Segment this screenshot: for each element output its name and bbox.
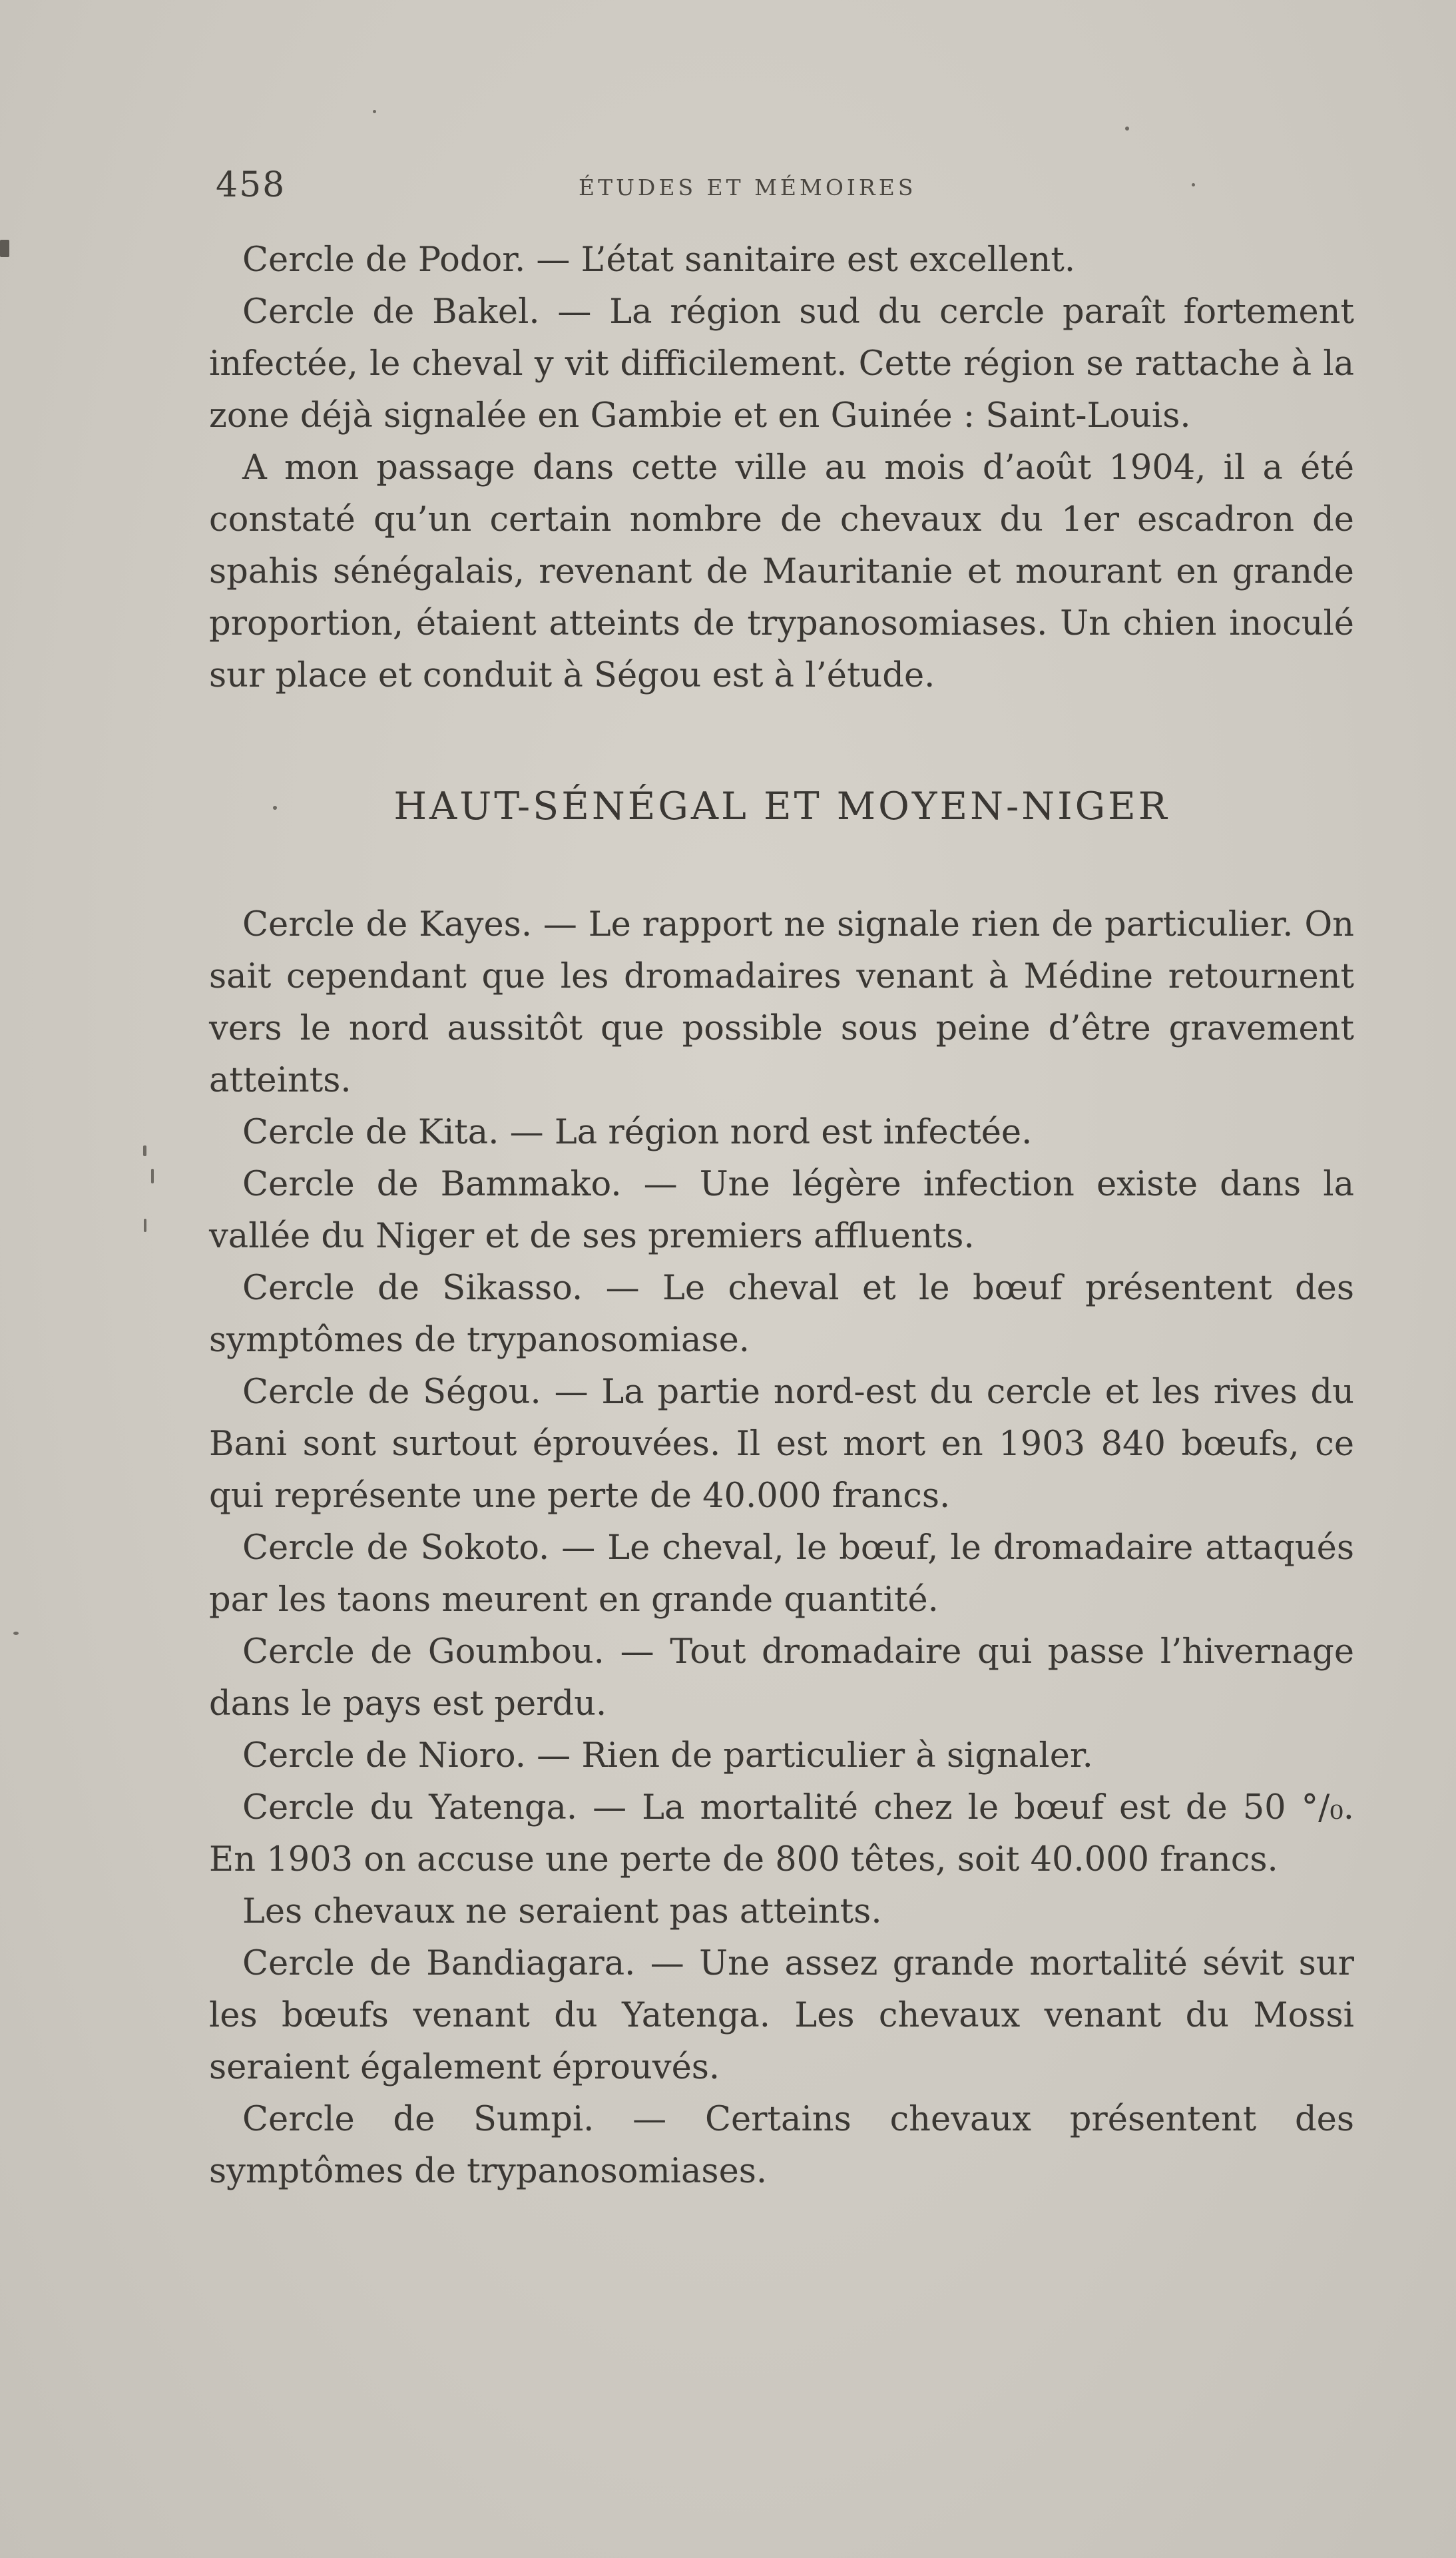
page-number: 458 xyxy=(216,165,286,205)
scan-speck xyxy=(143,1145,146,1156)
paragraph: Cercle de Ségou. — La partie nord-est du cercle et les rives du Bani sont surtout éprouvées. Il est mort en 1903 840 bœufs, ce qui représente une perte de 40.000 francs. xyxy=(209,1373,1354,1516)
paragraph: Cercle de Bammako. — Une légère infection existe dans la vallée du Niger et de ses premiers affluents. xyxy=(209,1165,1354,1256)
section-heading: HAUT-SÉNÉGAL ET MOYEN-NIGER xyxy=(393,785,1170,828)
paragraph: Cercle de Bandiagara. — Une assez grande mortalité sévit sur les bœufs venant du Yatenga. Les chevaux venant du Mossi seraient également éprouvés. xyxy=(209,1944,1354,2087)
page-header xyxy=(216,165,1347,212)
body-text-bottom xyxy=(209,899,1354,2198)
paragraph: A mon passage dans cette ville au mois d’août 1904, il a été constaté qu’un certain nombre de chevaux du 1er escadron de spahis sénégalais, revenant de Mauritanie et mourant en grande proportion, étaient atteints de trypanosomiases. Un chien inoculé sur place et conduit à Ségou est à l’étude. xyxy=(209,448,1354,695)
scan-speck xyxy=(151,1169,154,1183)
scan-speck xyxy=(1125,127,1129,131)
scan-speck xyxy=(144,1219,146,1232)
paragraph: Cercle de Goumbou. — Tout dromadaire qui passe l’hivernage dans le pays est perdu. xyxy=(209,1632,1354,1724)
body-text-top xyxy=(209,234,1354,702)
paragraph: Cercle de Podor. — L’état sanitaire est excellent. xyxy=(242,240,1076,280)
scan-speck xyxy=(0,240,9,257)
paragraph: Cercle de Sikasso. — Le cheval et le bœuf présentent des symptômes de trypanosomiase. xyxy=(209,1269,1354,1360)
paragraph: Cercle de Sokoto. — Le cheval, le bœuf, le dromadaire attaqués par les taons meurent en grande quantité. xyxy=(209,1528,1354,1620)
scan-speck xyxy=(13,1632,19,1635)
scan-speck xyxy=(373,110,376,113)
paragraph: Cercle de Nioro. — Rien de particulier à signaler. xyxy=(242,1736,1093,1775)
paragraph: Cercle de Bakel. — La région sud du cercle paraît fortement infectée, le cheval y vit difficilement. Cette région se rattache à la zone déjà signalée en Gambie et en Guinée : Saint-Louis. xyxy=(209,292,1354,436)
running-head: ÉTUDES ET MÉMOIRES xyxy=(579,174,917,200)
scan-speck xyxy=(1192,183,1195,186)
scan-speck xyxy=(273,806,277,810)
paragraph: Cercle de Sumpi. — Certains chevaux présentent des symptômes de trypanosomiases. xyxy=(209,2100,1354,2191)
paragraph: Cercle du Yatenga. — La mortalité chez le bœuf est de 50 °/₀. En 1903 on accuse une perte de 800 têtes, soit 40.000 francs. xyxy=(209,1788,1354,1879)
paragraph: Cercle de Kayes. — Le rapport ne signale rien de particulier. On sait cependant que les dromadaires venant à Médine retournent vers le nord aussitôt que possible sous peine d’être gravement atteints. xyxy=(209,905,1354,1100)
paragraph: Cercle de Kita. — La région nord est infectée. xyxy=(242,1113,1033,1152)
paragraph: Les chevaux ne seraient pas atteints. xyxy=(242,1892,882,1931)
